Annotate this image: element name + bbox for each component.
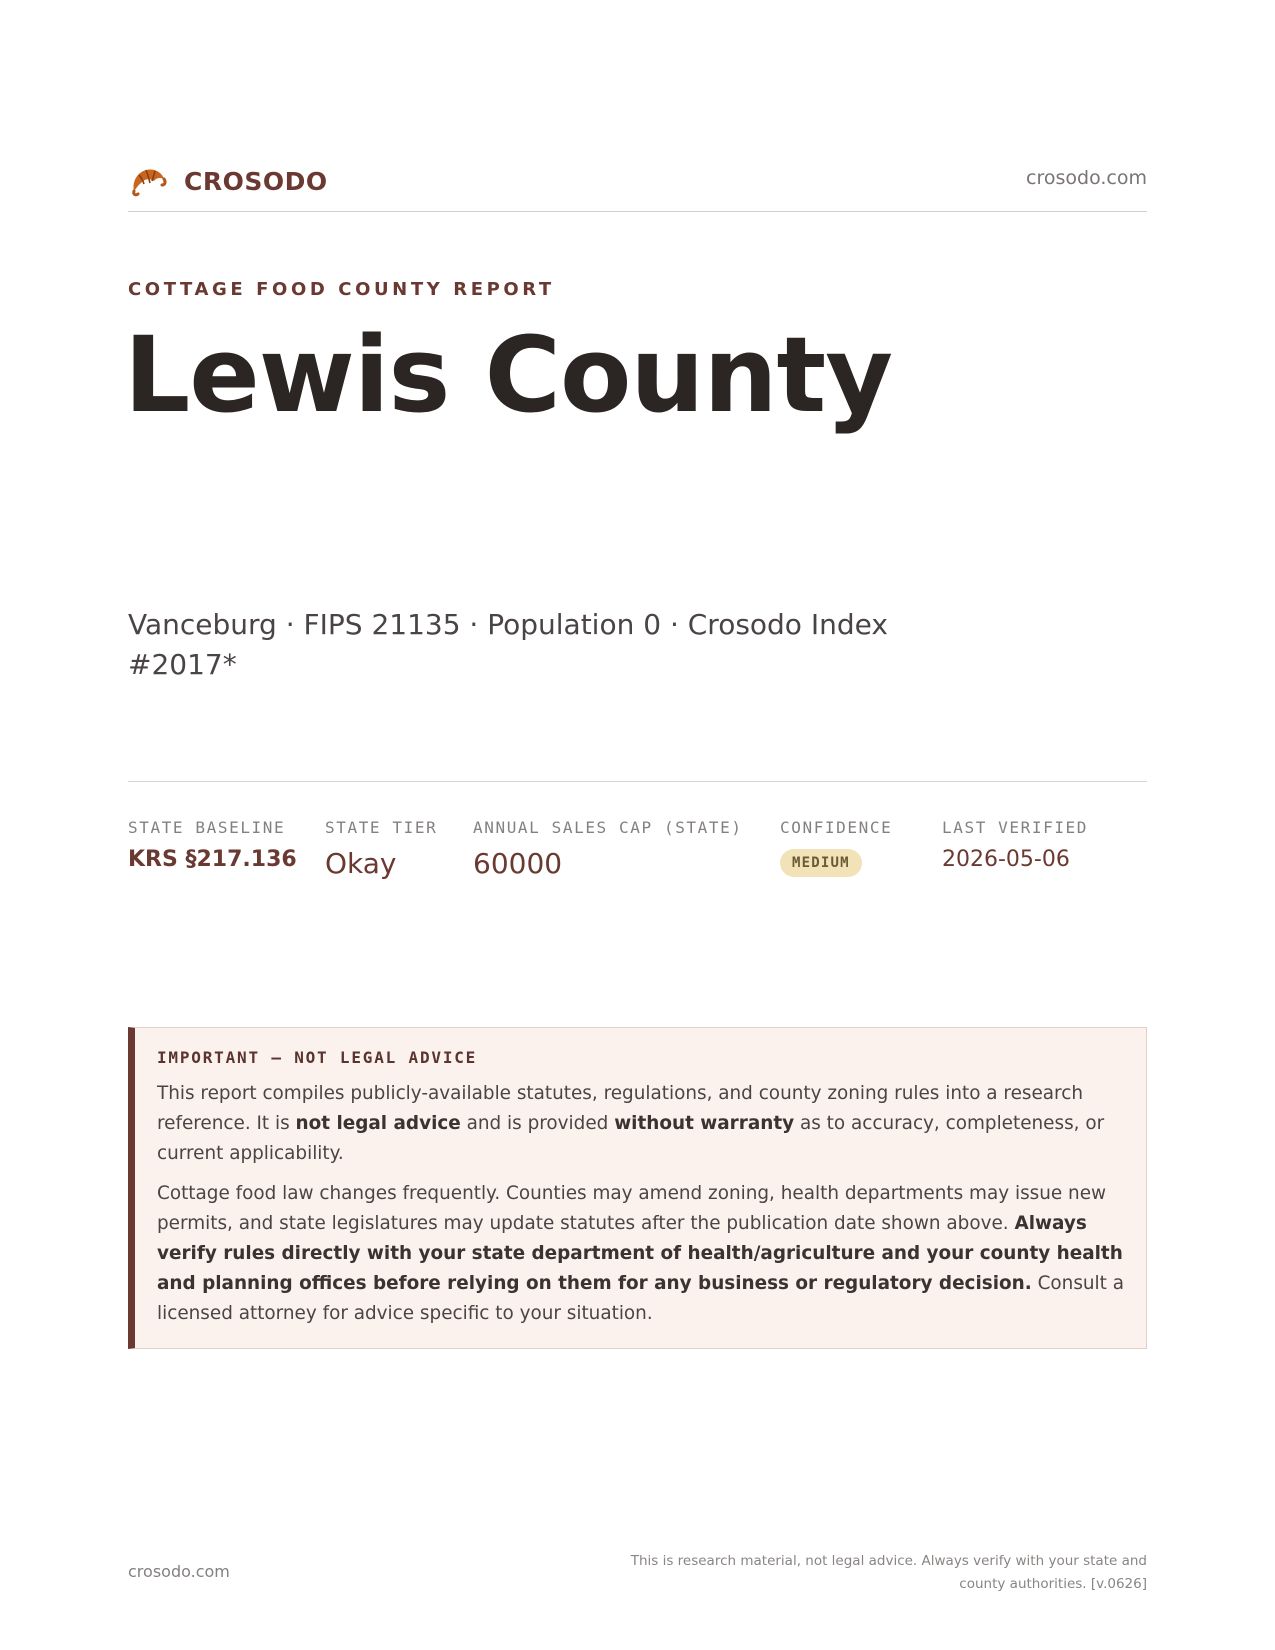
stat-value: 60000 [473, 847, 563, 880]
stat-value: Okay [325, 847, 397, 880]
divider [128, 781, 1147, 782]
footer-disclaimer: This is research material, not legal advice. Always verify with your state and county authorities. [v.0626] [630, 1553, 1147, 1592]
notice-emphasis: Always verify rules directly with your state department of health/agriculture and your county health and planning offices before relying on them for any business or regulatory decision. [157, 1213, 1123, 1294]
page-title: Lewis County [124, 314, 892, 436]
notice-title: IMPORTANT — NOT LEGAL ADVICE [157, 1048, 478, 1067]
notice-text: and is provided [460, 1113, 615, 1134]
notice-text: Cottage food law changes frequently. Counties may amend zoning, health departments may issue new permits, and state legislatures may update statutes after the publication date shown above. [157, 1183, 1107, 1234]
stat-value: KRS §217.136 [128, 847, 297, 872]
stats-row [128, 818, 1147, 898]
brand[interactable] [128, 161, 328, 201]
notice-emphasis: without warranty [614, 1113, 795, 1134]
stat-confidence [780, 818, 892, 877]
stat-label: LAST VERIFIED [942, 818, 1089, 837]
stat-label: STATE TIER [325, 818, 438, 837]
report-subtitle: Vanceburg · FIPS 21135 · Population 0 · Crosodo Index #2017* [128, 608, 888, 681]
legal-notice [128, 1027, 1147, 1349]
stat-last-verified [942, 818, 1088, 872]
page-header [128, 155, 1147, 212]
croissant-icon [128, 161, 168, 201]
header-url[interactable]: crosodo.com [1026, 167, 1147, 189]
stat-annual-sales-cap [473, 818, 743, 880]
stat-state-tier [325, 818, 437, 880]
report-page [124, 0, 1147, 1650]
notice-text: This report compiles publicly-available statutes, regulations, and county zoning rules into a research reference. It is [157, 1083, 1083, 1134]
notice-paragraph [157, 1079, 1127, 1169]
notice-text: as to accuracy, completeness, or current applicability. [157, 1113, 1105, 1164]
stat-value: 2026-05-06 [942, 847, 1070, 872]
notice-text: Consult a licensed attorney for advice specific to your situation. [157, 1273, 1124, 1324]
stat-label: CONFIDENCE [780, 818, 893, 837]
stat-state-baseline [128, 818, 297, 872]
footer-url[interactable]: crosodo.com [128, 1562, 230, 1581]
stat-label: ANNUAL SALES CAP (STATE) [473, 818, 743, 837]
notice-emphasis: not legal advice [295, 1113, 461, 1134]
brand-name: CROSODO [184, 166, 328, 196]
notice-paragraph [157, 1179, 1127, 1329]
report-eyebrow: COTTAGE FOOD COUNTY REPORT [128, 279, 555, 300]
stat-label: STATE BASELINE [128, 818, 286, 837]
confidence-badge: MEDIUM [780, 849, 862, 877]
